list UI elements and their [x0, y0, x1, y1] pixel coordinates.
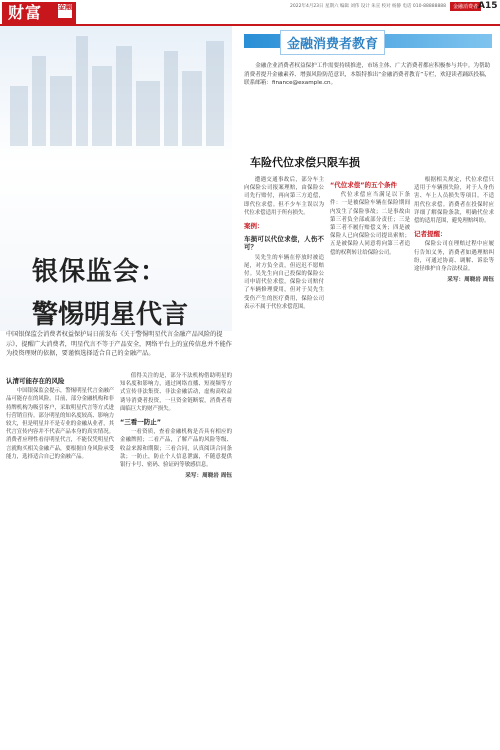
section-label: “代位求偿”的五个条件	[330, 181, 398, 189]
column-body: 中国银保监会提示，警惕明星代言金融产品可能存在的风险。目前，部分金融机构和非持牌机构为吸引客户，采取明星代言等方式进行营销宣传。部分明星的知名度较高、影响力较大，但是明星并不是专业的金融从业者，其代言宣传内容并不代表产品本身的真实情况。消费者应理性看待明星代言，不能仅凭明星代言就购买相关金融产品，要根据自身风险承受能力，选择适合自己的金融产品。	[6, 388, 114, 460]
column-heading: “三看一防止”	[120, 418, 162, 427]
author-byline: 采写：周晓岩 周钰	[447, 277, 494, 284]
tip-label: 记者提醒：	[414, 230, 447, 239]
article-title: 车险代位求偿只限车损	[250, 156, 360, 169]
date-line: 2022年4月23日 星期六 编辑 刘伟 设计 朱宣 校对 杨静 电话 010-88888888	[290, 4, 447, 9]
author-byline: 采写：周晓岩 周钰	[185, 473, 232, 480]
headline-line-2: 警惕明星代言	[32, 300, 189, 330]
article-column-5	[414, 176, 494, 744]
hero-image	[0, 26, 232, 331]
city-skyline-illustration	[0, 26, 232, 146]
column-body: 值得关注的是，部分不法机构借助明星的知名度和影响力，通过网络直播、短视频等方式宣传非法集资、非法金融活动，虚构高收益诱导消费者投资，一旦资金链断裂，消费者将面临巨大的财产损失。	[120, 373, 232, 412]
lead-paragraph: 中国银保监会消费者权益保护局日前发布《关于警惕明星代言金融产品风险的提示》，提醒广大消费者，明星代言不等于产品安全，网络平台上的宣传信息并不能作为投资理财的依据，要谨慎选择适合自己的金融产品。	[6, 331, 232, 357]
case-label: 案例：	[244, 222, 264, 231]
section-tag: 金融消费者	[450, 2, 481, 11]
column-body: 保险公司在理赔过程中应履行告知义务，消费者如遇理赔纠纷，可通过协商、调解、诉讼等途径维护自身合法权益。	[414, 241, 494, 273]
article-column-1	[6, 372, 114, 744]
article-column-4	[330, 176, 410, 744]
headline-line-1: 银保监会：	[32, 257, 168, 287]
article-column-2	[120, 372, 232, 744]
column-body: 吴先生的车辆在停放时被追尾，对方负全责，但迟迟不愿赔付。吴先生向自己投保的保险公司申请代位求偿，保险公司赔付了车辆修理费用，但对于吴先生受伤产生的医疗费用，保险公司表示不属于代位求偿范围。	[244, 254, 324, 310]
headline	[32, 251, 232, 331]
column-heading: 认清可能存在的风险	[6, 377, 65, 385]
brand-sub-label: 金融	[58, 4, 72, 18]
banner-title: 金融消费者教育	[280, 30, 385, 55]
page-number: A15	[478, 1, 498, 11]
masthead	[0, 0, 500, 26]
column-body: 一看资质，查看金融机构是否具有相应的金融牌照；二看产品，了解产品的风险等级、收益来源和期限；三看合同，认真阅读合同条款；一防止，防止个人信息泄露，不随意提供银行卡号、密码、验证码等敏感信息。	[120, 429, 232, 469]
column-body: 根据相关规定，代位求偿只适用于车辆损失险，对于人身伤害、车上人员损失等项目，不适用代位求偿。消费者在投保时应详细了解保险条款，明确代位求偿的适用范围，避免理赔纠纷。	[414, 177, 494, 225]
case-heading: 车损可以代位求偿，人伤不可？	[244, 235, 324, 252]
column-body: 代位求偿应当满足以下条件：一是被保险车辆在保险期间内发生了保险事故；二是事故由第三者负全部或部分责任；三是第三者不履行赔偿义务；四是被保险人已向保险公司提出索赔；五是被保险人同意将向第三者追偿的权利转让给保险公司。	[330, 192, 410, 256]
feature-intro-text: 金融企业消费者权益保护工作需要持续推进，市场主体、广大消费者都应积极参与其中。为帮助消费者提升金融素养、增强风险防范意识，本版特推出“金融消费者教育”专栏，欢迎读者踊跃投稿，联系邮箱：finance@example.cn。	[244, 63, 491, 87]
brand-logo: 财富	[2, 2, 76, 24]
feature-banner	[244, 30, 492, 56]
column-body: 遭遇交通事故后，部分车主向保险公司报案理赔，由保险公司先行赔付，再向第三方追偿，即代位求偿。但不少车主误以为代位求偿适用于所有损失。	[244, 177, 324, 216]
feature-intro	[244, 62, 492, 88]
article-column-3	[244, 176, 324, 744]
